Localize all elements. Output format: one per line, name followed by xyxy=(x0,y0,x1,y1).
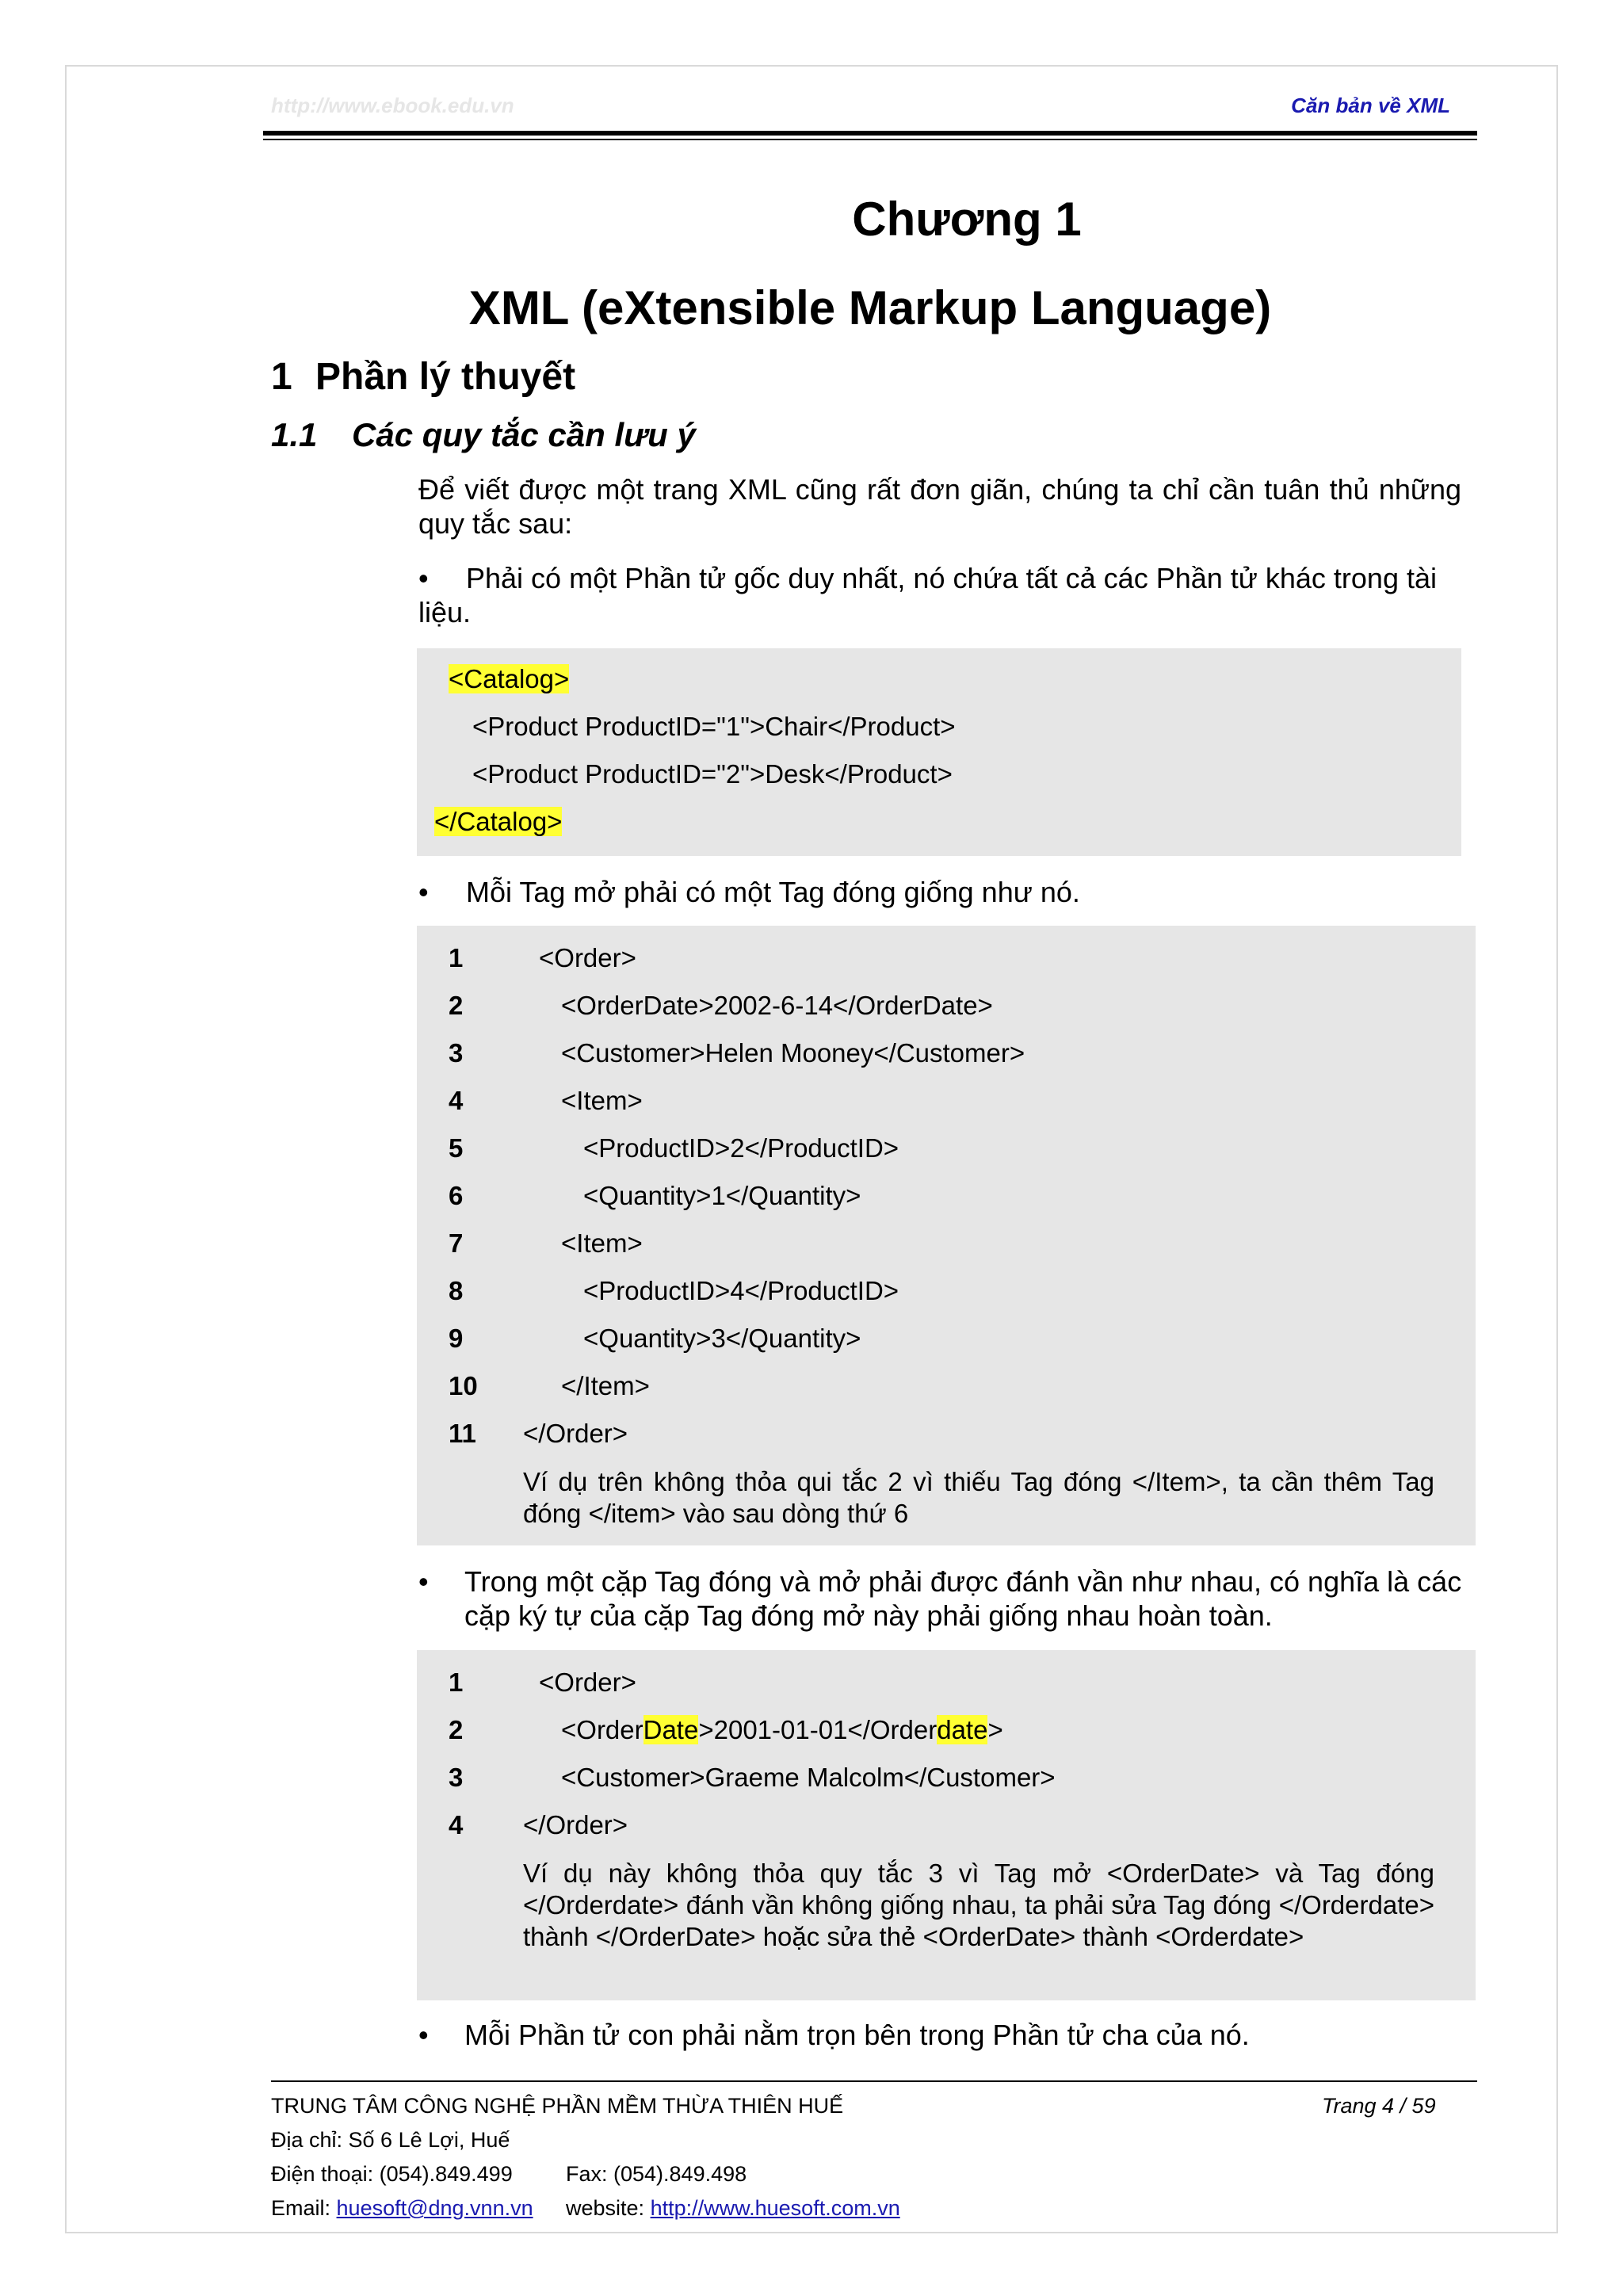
code-box-catalog xyxy=(417,648,1461,856)
code-line: </Item> xyxy=(561,1371,650,1400)
example-note: Ví dụ này không thỏa quy tắc 3 vì Tag mở <OrderDate> và Tag đóng </Orderdate> đánh vần không giống nhau, ta phải sửa Tag đóng </Orderdate> thành </OrderDate> hoặc sửa thẻ <OrderDate> thành <Orderdate> xyxy=(523,1859,1434,1951)
code-line: <Quantity>1</Quantity> xyxy=(583,1181,861,1210)
header-rule-thin xyxy=(263,139,1477,140)
code-line: <Item> xyxy=(561,1228,643,1258)
footer-phone: Điện thoại: (054).849.499 xyxy=(271,2162,513,2186)
bullet-text: Phải có một Phần tử gốc duy nhất, nó chứa tất cả các Phần tử khác trong tài liệu. xyxy=(418,562,1438,628)
code-line: <Order> xyxy=(539,1668,636,1697)
line-number: 4 xyxy=(449,1810,464,1839)
bullet-item xyxy=(418,561,1461,629)
bullet-text: Mỗi Phần tử con phải nằm trọn bên trong Phần tử cha của nó. xyxy=(464,2019,1250,2051)
footer-rule xyxy=(271,2080,1477,2082)
footer-address: Địa chỉ: Số 6 Lê Lợi, Huế xyxy=(271,2128,510,2152)
line-number: 9 xyxy=(449,1324,464,1353)
code-line xyxy=(434,807,562,837)
line-number: 2 xyxy=(449,1715,464,1744)
email-label: Email: xyxy=(271,2196,331,2220)
highlighted-tag: <Catalog> xyxy=(449,664,570,693)
line-number: 1 xyxy=(449,1668,464,1697)
intro-paragraph: Để viết được một trang XML cũng rất đơn giãn, chúng ta chỉ cần tuân thủ những quy tắc sau: xyxy=(418,473,1461,540)
highlighted-text: date xyxy=(937,1715,988,1744)
code-text: > xyxy=(987,1715,1003,1744)
section-number: 1 xyxy=(271,356,292,398)
subsection-heading xyxy=(271,416,696,454)
line-number: 4 xyxy=(449,1086,464,1115)
website-label: website: xyxy=(566,2196,645,2220)
code-line: <ProductID>2</ProductID> xyxy=(583,1133,899,1163)
highlighted-text: Date xyxy=(643,1715,699,1744)
code-line: <Product ProductID="1">Chair</Product> xyxy=(472,712,956,741)
chapter-title: XML (eXtensible Markup Language) xyxy=(468,281,1272,334)
line-number: 6 xyxy=(449,1181,464,1210)
code-line: </Order> xyxy=(523,1810,628,1839)
line-number: 7 xyxy=(449,1228,464,1258)
code-line: <OrderDate>2002-6-14</OrderDate> xyxy=(561,991,993,1020)
bullet-icon: • xyxy=(418,1565,429,1598)
bullet-text: Mỗi Tag mở phải có một Tag đóng giống như nó. xyxy=(466,876,1080,908)
website-link[interactable]: http://www.huesoft.com.vn xyxy=(650,2196,900,2220)
line-number: 2 xyxy=(449,991,464,1020)
code-line: </Order> xyxy=(523,1419,628,1448)
code-line: <Customer>Graeme Malcolm</Customer> xyxy=(561,1763,1056,1792)
code-line: <Order> xyxy=(539,943,636,972)
code-text: >2001-01-01</Order xyxy=(698,1715,938,1744)
section-heading xyxy=(271,355,575,399)
bullet-icon: • xyxy=(418,876,429,908)
chapter-number: Chương 1 xyxy=(852,193,1082,246)
code-line: <Item> xyxy=(561,1086,643,1115)
section-title: Phần lý thuyết xyxy=(315,356,576,398)
bullet-icon: • xyxy=(418,562,429,594)
footer-email xyxy=(271,2196,533,2221)
email-link[interactable]: huesoft@dng.vnn.vn xyxy=(336,2196,533,2220)
line-number: 3 xyxy=(449,1763,464,1792)
line-number: 10 xyxy=(449,1371,478,1400)
footer-website xyxy=(566,2196,900,2221)
footer-fax: Fax: (054).849.498 xyxy=(566,2162,747,2186)
code-line xyxy=(561,1715,1003,1745)
code-text: <Order xyxy=(561,1715,643,1744)
code-line: <ProductID>4</ProductID> xyxy=(583,1276,899,1305)
bullet-item xyxy=(418,2018,1290,2052)
subsection-title: Các quy tắc cần lưu ý xyxy=(352,416,696,453)
line-number: 5 xyxy=(449,1133,464,1163)
page-number: Trang 4 / 59 xyxy=(1322,2094,1436,2118)
bullet-icon: • xyxy=(418,2019,429,2051)
line-number: 11 xyxy=(449,1419,476,1448)
line-number: 8 xyxy=(449,1276,464,1305)
header-title: Căn bản về XML xyxy=(1291,94,1450,117)
code-line: <Product ProductID="2">Desk</Product> xyxy=(472,759,953,789)
bullet-item xyxy=(418,1564,1476,1633)
header-url: http://www.ebook.edu.vn xyxy=(271,94,514,117)
highlighted-tag: </Catalog> xyxy=(434,807,563,836)
footer-org: TRUNG TÂM CÔNG NGHỆ PHẦN MỀM THỪA THIÊN HUẾ xyxy=(271,2094,844,2118)
bullet-item xyxy=(418,875,1461,909)
bullet-text: Trong một cặp Tag đóng và mở phải được đánh vần như nhau, có nghĩa là các cặp ký tự của cặp Tag đóng mở này phải giống nhau hoàn toàn. xyxy=(464,1565,1462,1632)
code-line: <Quantity>3</Quantity> xyxy=(583,1324,861,1353)
code-line: <Customer>Helen Mooney</Customer> xyxy=(561,1038,1025,1068)
header-rule xyxy=(263,131,1477,136)
code-line xyxy=(449,664,569,694)
example-note: Ví dụ trên không thỏa qui tắc 2 vì thiếu Tag đóng </Item>, ta cần thêm Tag đóng </item> vào sau dòng thứ 6 xyxy=(523,1467,1434,1528)
subsection-number: 1.1 xyxy=(271,416,318,453)
line-number: 1 xyxy=(449,943,464,972)
line-number: 3 xyxy=(449,1038,464,1068)
